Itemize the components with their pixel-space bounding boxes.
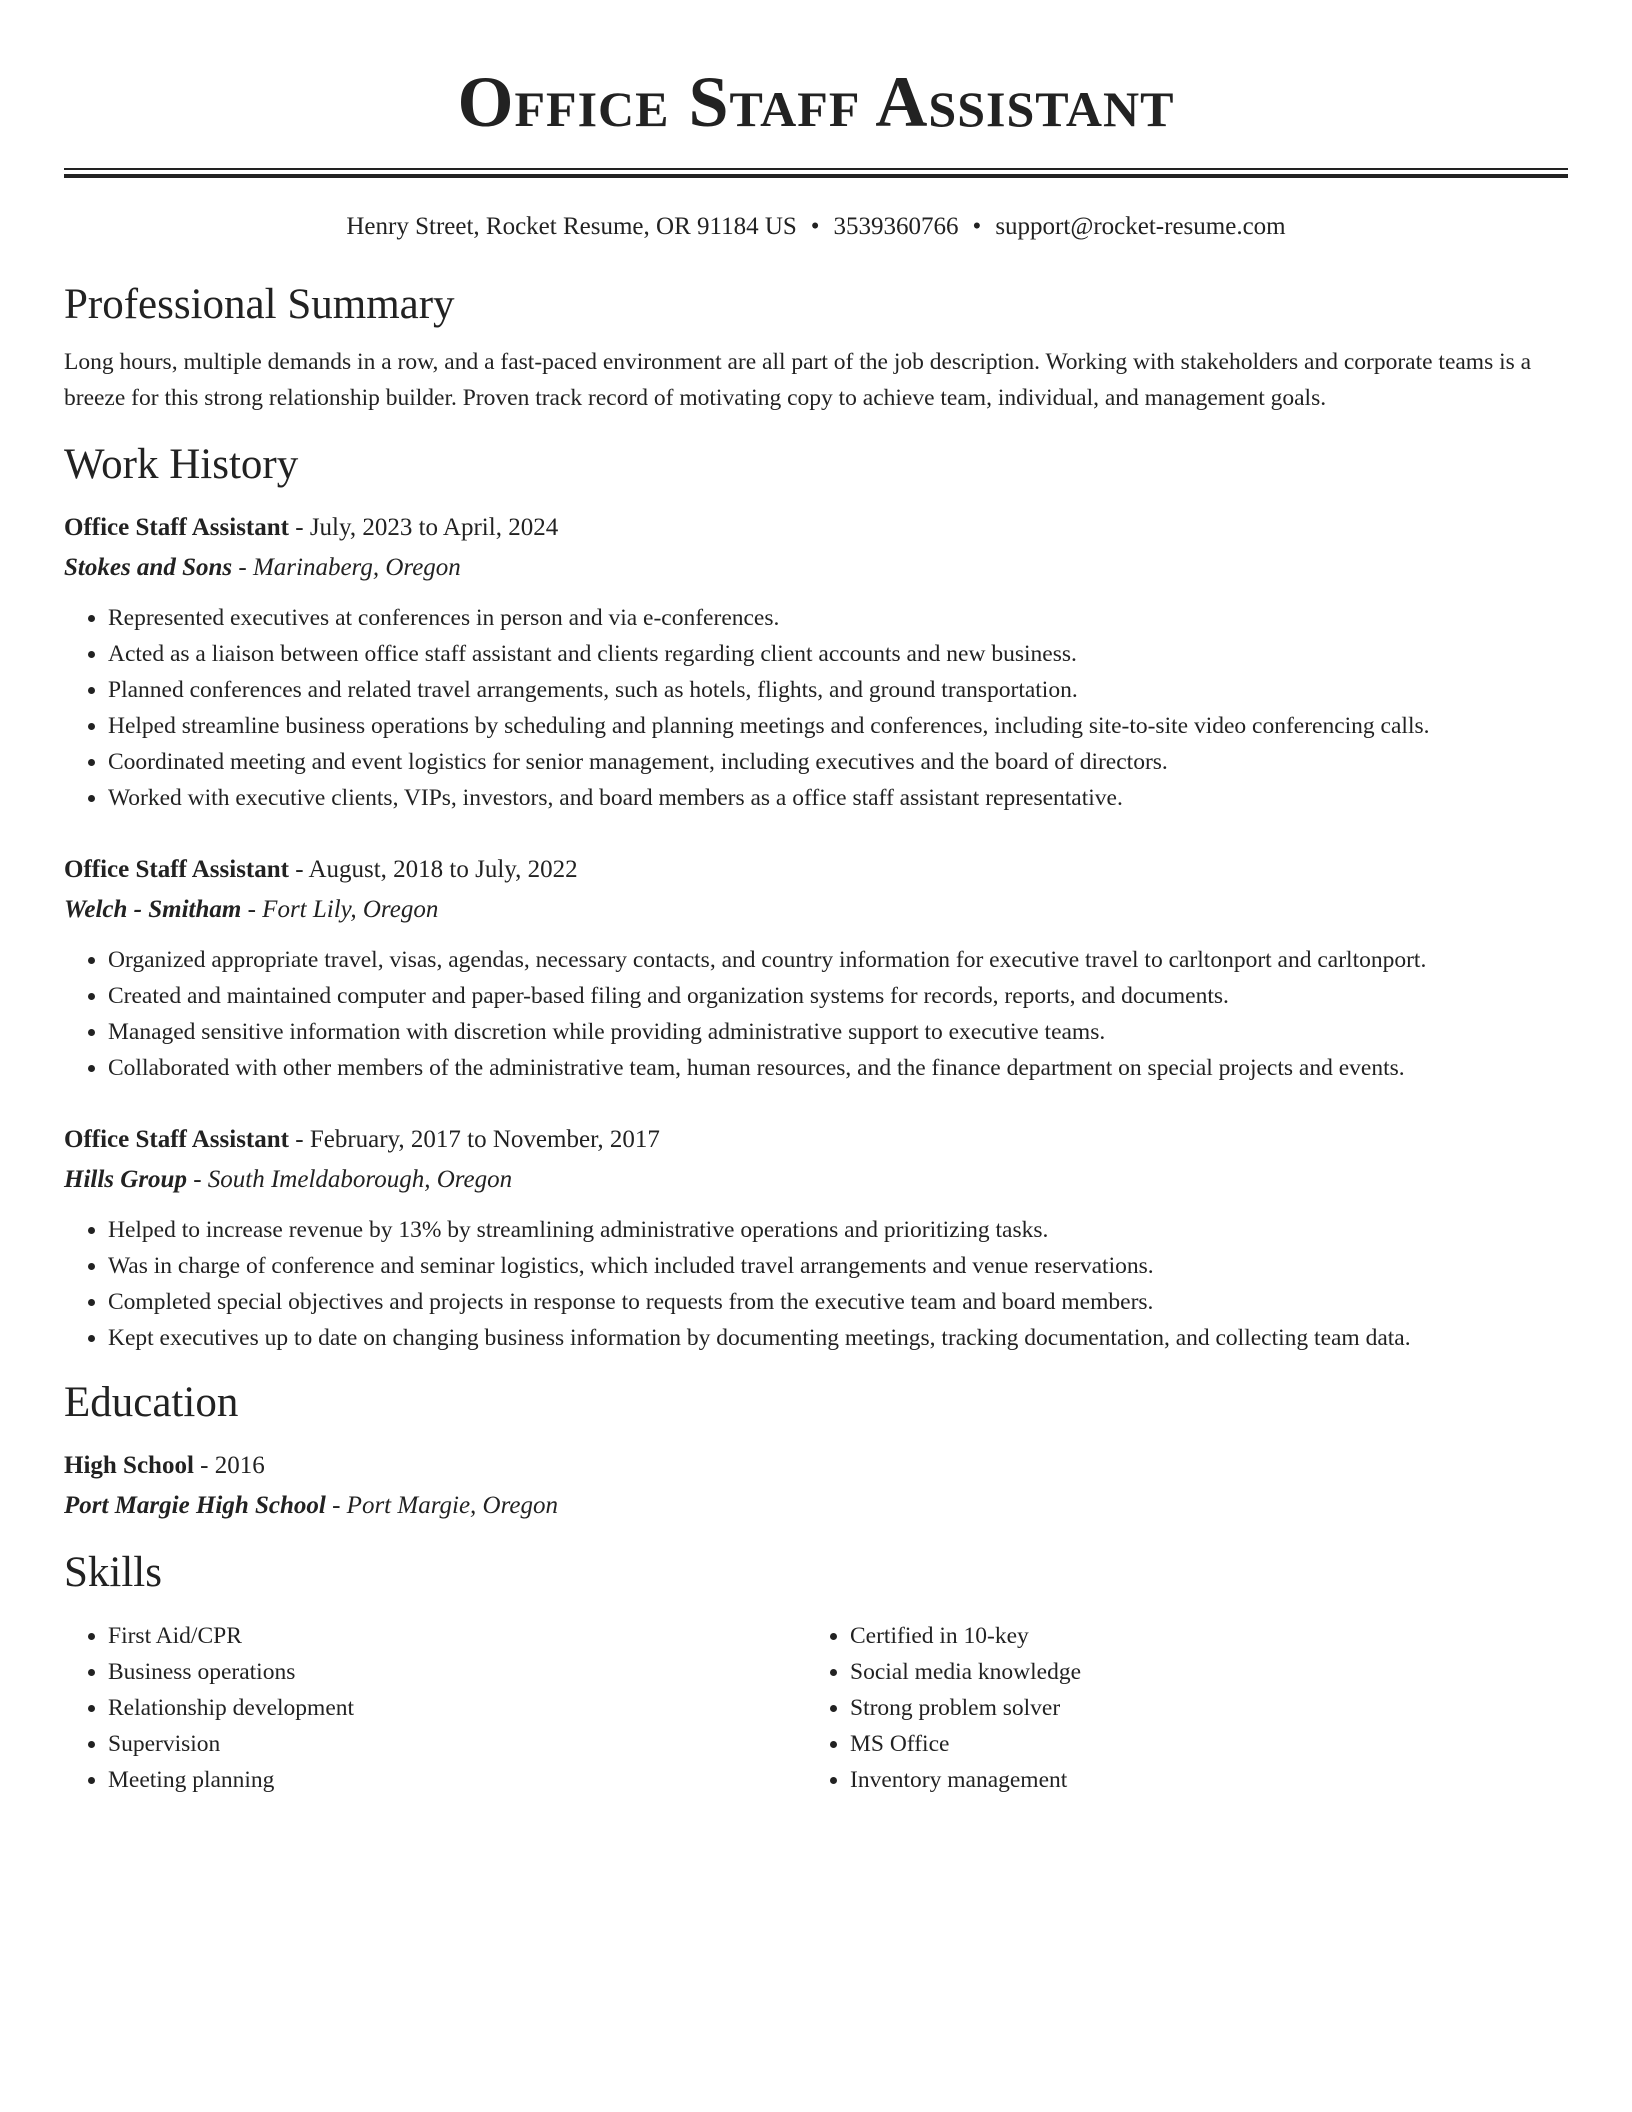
education-entry	[64, 1446, 1568, 1526]
dash: -	[241, 896, 263, 923]
header-divider-thick	[64, 174, 1568, 178]
job-dates: February, 2017 to November, 2017	[309, 1126, 660, 1153]
job-bullet: • Acted as a liaison between office staff assistant and clients regarding client accounts and new business.	[108, 636, 1568, 672]
work-history-heading: Work History	[64, 441, 299, 488]
job-entry	[64, 1120, 1568, 1356]
job-title-line	[64, 1120, 1568, 1160]
skills-column-left	[64, 1618, 806, 1798]
job-location: Fort Lily, Oregon	[262, 896, 439, 923]
job-title: Office Staff Assistant	[64, 514, 289, 541]
job-company: Stokes and Sons	[64, 554, 233, 581]
job-company-line	[64, 890, 1568, 930]
education-section	[64, 1378, 1568, 1526]
dash: -	[288, 1126, 310, 1153]
skills-heading: Skills	[64, 1549, 162, 1596]
skill-item: • Certified in 10-key	[850, 1618, 1548, 1654]
job-bullets	[64, 942, 1568, 1086]
work-history-section	[64, 440, 1568, 1356]
education-degree: High School	[64, 1452, 194, 1479]
skill-item: • Relationship development	[108, 1690, 806, 1726]
summary-section	[64, 280, 1568, 416]
skills-list-left	[64, 1618, 806, 1798]
summary-heading: Professional Summary	[64, 281, 455, 328]
contact-separator: •	[972, 213, 982, 240]
dash: -	[325, 1492, 347, 1519]
job-bullet: • Represented executives at conferences in person and via e-conferences.	[108, 600, 1568, 636]
skills-grid	[64, 1618, 1568, 1798]
skill-item: • Meeting planning	[108, 1762, 806, 1798]
job-title-line	[64, 508, 1568, 548]
job-bullet: • Kept executives up to date on changing business information by documenting meetings, tracking documentation, and collecting team data.	[108, 1320, 1568, 1356]
education-school-line	[64, 1486, 1568, 1526]
job-entry	[64, 508, 1568, 816]
contact-line	[64, 212, 1568, 242]
job-title: Office Staff Assistant	[64, 856, 289, 883]
dash: -	[288, 856, 309, 883]
job-location: Marinaberg, Oregon	[252, 554, 461, 581]
job-bullet: • Coordinated meeting and event logistics for senior management, including executives and the board of directors.	[108, 744, 1568, 780]
skill-item: • First Aid/CPR	[108, 1618, 806, 1654]
dash: -	[193, 1452, 215, 1479]
education-heading: Education	[64, 1379, 239, 1426]
job-entry	[64, 850, 1568, 1086]
job-company: Hills Group	[64, 1166, 187, 1193]
skill-item: • Inventory management	[850, 1762, 1548, 1798]
job-bullet: • Helped streamline business operations by scheduling and planning meetings and conferences, including site-to-site video conferencing calls.	[108, 708, 1568, 744]
job-bullet: • Worked with executive clients, VIPs, investors, and board members as a office staff assistant representative.	[108, 780, 1568, 816]
job-bullet: • Completed special objectives and projects in response to requests from the executive team and board members.	[108, 1284, 1568, 1320]
job-bullet: • Created and maintained computer and paper-based filing and organization systems for records, reports, and documents.	[108, 978, 1568, 1014]
job-bullets	[64, 1212, 1568, 1356]
dash: -	[232, 554, 253, 581]
job-bullet: • Helped to increase revenue by 13% by streamlining administrative operations and prioritizing tasks.	[108, 1212, 1568, 1248]
job-bullet: • Was in charge of conference and seminar logistics, which included travel arrangements and venue reservations.	[108, 1248, 1568, 1284]
job-bullet: • Collaborated with other members of the administrative team, human resources, and the finance department on special projects and events.	[108, 1050, 1568, 1086]
education-school: Port Margie High School	[64, 1492, 326, 1519]
skill-item: • Social media knowledge	[850, 1654, 1548, 1690]
job-bullet: • Organized appropriate travel, visas, agendas, necessary contacts, and country information for executive travel to carltonport and carltonport.	[108, 942, 1568, 978]
job-title: Office Staff Assistant	[64, 1126, 289, 1153]
skill-item: • MS Office	[850, 1726, 1548, 1762]
education-year: 2016	[214, 1452, 265, 1479]
job-bullet: • Planned conferences and related travel arrangements, such as hotels, flights, and ground transportation.	[108, 672, 1568, 708]
dash: -	[288, 514, 310, 541]
contact-address: Henry Street, Rocket Resume, OR 91184 US	[346, 213, 797, 240]
header-divider-thin	[64, 168, 1568, 170]
job-location: South Imeldaborough, Oregon	[207, 1166, 513, 1193]
contact-phone: 3539360766	[833, 213, 959, 240]
job-dates: August, 2018 to July, 2022	[308, 856, 578, 883]
job-bullet: • Managed sensitive information with discretion while providing administrative support to executive teams.	[108, 1014, 1568, 1050]
skills-section	[64, 1548, 1568, 1798]
summary-text: Long hours, multiple demands in a row, and a fast-paced environment are all part of the job description. Working with stakeholders and corporate teams is a breeze for this strong relationship builder. Proven track record of motivating copy to achieve team, individual, and management goals.	[64, 349, 1532, 411]
contact-separator: •	[810, 213, 820, 240]
job-company-line	[64, 548, 1568, 588]
skill-item: • Strong problem solver	[850, 1690, 1548, 1726]
skill-item: • Business operations	[108, 1654, 806, 1690]
dash: -	[186, 1166, 208, 1193]
job-title-line	[64, 850, 1568, 890]
resume-name-title: Office Staff Assistant	[457, 62, 1175, 142]
education-degree-line	[64, 1446, 1568, 1486]
job-dates: July, 2023 to April, 2024	[309, 514, 559, 541]
education-location: Port Margie, Oregon	[346, 1492, 558, 1519]
job-company-line	[64, 1160, 1568, 1200]
skills-list-right	[806, 1618, 1548, 1798]
contact-email: support@rocket-resume.com	[995, 213, 1286, 240]
job-company: Welch - Smitham	[64, 896, 242, 923]
skills-column-right	[806, 1618, 1548, 1798]
job-bullets	[64, 600, 1568, 816]
skill-item: • Supervision	[108, 1726, 806, 1762]
